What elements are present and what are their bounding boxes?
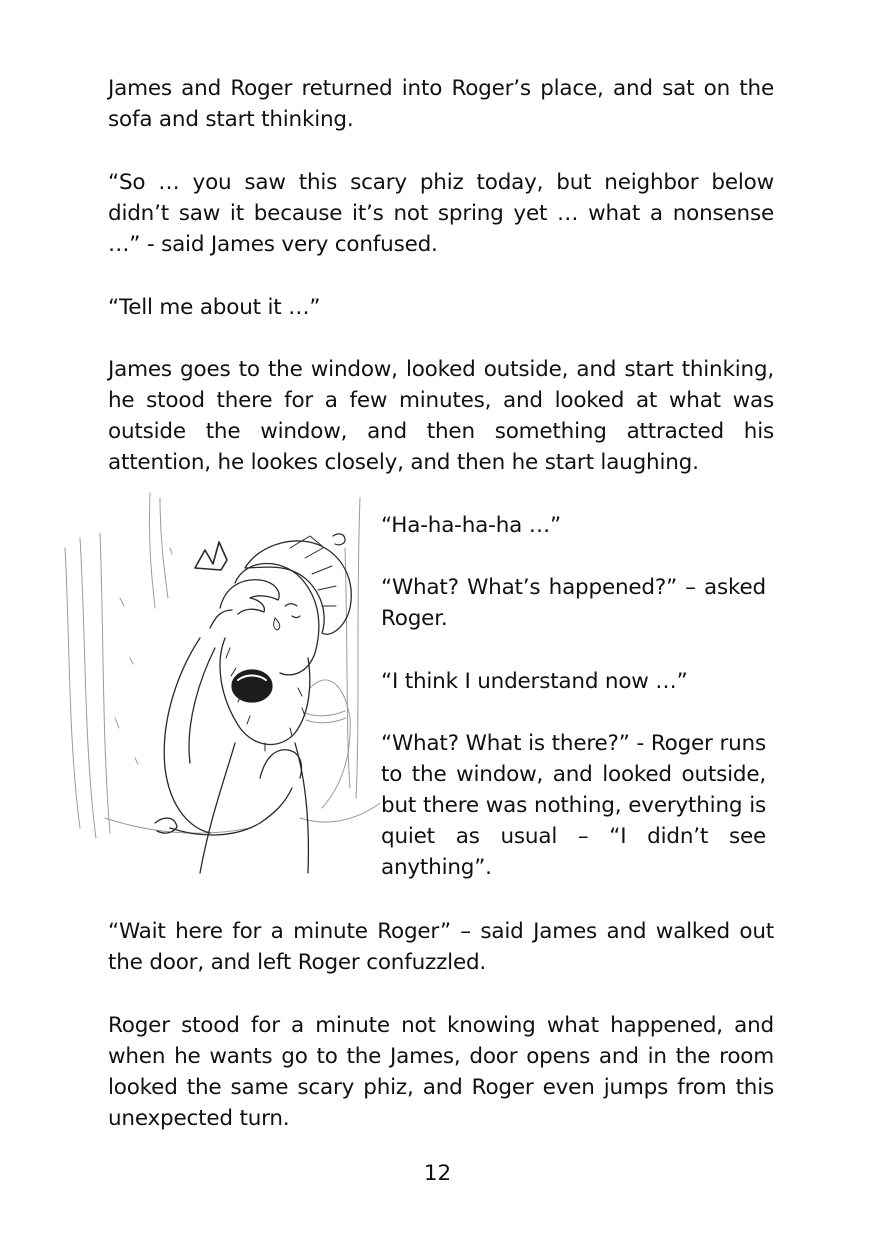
- laughing-man-illustration: [60, 488, 380, 888]
- surprise-mark-icon: [195, 542, 227, 570]
- paragraph-wait-here: “Wait here for a minute Roger” – said James and walked out the door, and left Roger confuzzled.: [108, 919, 774, 975]
- paragraph-door-opens: Roger stood for a minute not knowing what happened, and when he wants go to the James, door opens and in the room looked the same scary phiz, and Roger even jumps from this unexpected turn.: [108, 1013, 774, 1131]
- paragraph-tell-me: “Tell me about it …”: [108, 295, 321, 320]
- side-paragraph-what-happened: “What? What’s happened?” – asked Roger.: [381, 575, 766, 631]
- paragraph-return: James and Roger returned into Roger’s place, and sat on the sofa and start thinking.: [108, 76, 774, 132]
- side-paragraph-roger-window: “What? What is there?” - Roger runs to the window, and looked outside, but there was nothing, everything is quiet as usual – “I didn’t see anything”.: [381, 731, 766, 880]
- raised-arm-sketch: [164, 638, 210, 833]
- page-number: 12: [423, 1161, 452, 1186]
- side-paragraph-understand: “I think I understand now …”: [381, 669, 688, 694]
- hat-icon: [245, 541, 351, 634]
- paragraph-james-confused: “So … you saw this scary phiz today, but neighbor below didn’t saw it because it’s not spring yet … what a nonsense …” - said James very confused.: [108, 170, 774, 257]
- side-paragraph-laugh: “Ha-ha-ha-ha …”: [381, 513, 561, 538]
- window-frame-sketch: [65, 493, 380, 838]
- paragraph-window: James goes to the window, looked outside, and start thinking, he stood there for a few minutes, and looked at what was outside the window, and then something attracted his attention, he lookes closely, and then he start laughing.: [108, 357, 774, 475]
- hand-on-head-sketch: [220, 580, 279, 614]
- body-sketch: [200, 743, 235, 873]
